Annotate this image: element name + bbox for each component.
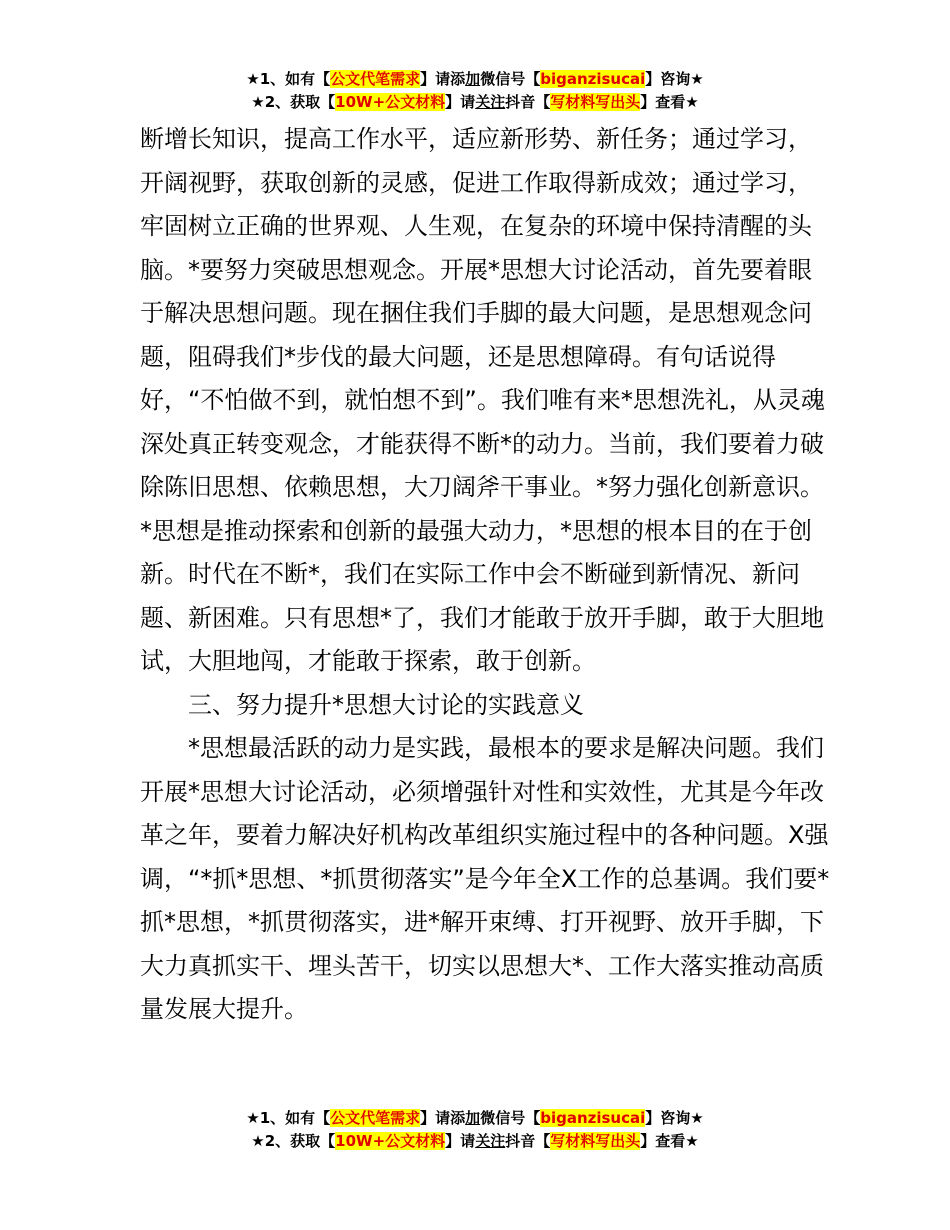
highlight-service: 公文代笔需求 <box>330 1109 421 1127</box>
highlight-service: 公文代笔需求 <box>330 70 421 88</box>
banner-line-1: ★1、如有【公文代笔需求】请添加微信号【biganzisucai】咨询★ <box>246 70 704 88</box>
highlight-douyin: 写材料写出头 <box>550 1132 641 1150</box>
body-paragraph: *思想最活跃的动力是实践，最根本的要求是解决问题。我们开展*思想大讨论活动，必须增强针对性和实效性，尤其是今年改革之年，要着力解决好机构改革组织实施过程中的各种问题。X强调，“*抓*思想、*抓贯彻落实”是今年全X工作的总基调。我们要*抓*思想，*抓贯彻落实，进*解开束缚、打开视野、放开手脚，下大力真抓实干、埋头苦干，切实以思想大*、工作大落实推动高质量发展大提升。 <box>140 734 830 1023</box>
star-icon: ★ <box>246 1109 260 1127</box>
highlight-wechat-id: biganzisucai <box>540 1109 646 1127</box>
star-icon: ★ <box>246 70 260 88</box>
banner-line-2: ★2、获取【10W+公文材料】请关注抖音【写材料写出头】查看★ <box>251 1132 699 1150</box>
header-banner <box>0 68 950 114</box>
highlight-wechat-id: biganzisucai <box>540 70 646 88</box>
body-paragraph: 断增长知识，提高工作水平，适应新形势、新任务；通过学习，开阔视野，获取创新的灵感，促进工作取得新成效；通过学习，牢固树立正确的世界观、人生观，在复杂的环境中保持清醒的头脑。*要努力突破思想观念。开展*思想大讨论活动，首先要着眼于解决思想问题。现在捆住我们手脚的最大问题，是思想观念问题，阻碍我们*步伐的最大问题，还是思想障碍。有句话说得好，“不怕做不到，就怕想不到”。我们唯有来*思想洗礼，从灵魂深处真正转变观念，才能获得不断*的动力。当前，我们要着力破除陈旧思想、依赖思想，大刀阔斧干事业。*努力强化创新意识。*思想是推动探索和创新的最强大动力，*思想的根本目的在于创新。时代在不断*，我们在实际工作中会不断碰到新情况、新问题、新困难。只有思想*了，我们才能敢于放开手脚，敢于大胆地试，大胆地闯，才能敢于探索，敢于创新。 <box>140 125 825 675</box>
star-icon: ★ <box>685 93 699 111</box>
star-icon: ★ <box>251 1132 265 1150</box>
star-icon: ★ <box>690 1109 704 1127</box>
highlight-douyin: 写材料写出头 <box>550 93 641 111</box>
highlight-materials: 10W+公文材料 <box>335 1132 446 1150</box>
section-heading: 三、努力提升*思想大讨论的实践意义 <box>188 690 584 719</box>
star-icon: ★ <box>251 93 265 111</box>
document-body <box>140 118 832 1032</box>
star-icon: ★ <box>690 70 704 88</box>
footer-banner <box>0 1107 950 1153</box>
highlight-materials: 10W+公文材料 <box>335 93 446 111</box>
banner-line-2: ★2、获取【10W+公文材料】请关注抖音【写材料写出头】查看★ <box>251 93 699 111</box>
banner-line-1: ★1、如有【公文代笔需求】请添加微信号【biganzisucai】咨询★ <box>246 1109 704 1127</box>
star-icon: ★ <box>685 1132 699 1150</box>
